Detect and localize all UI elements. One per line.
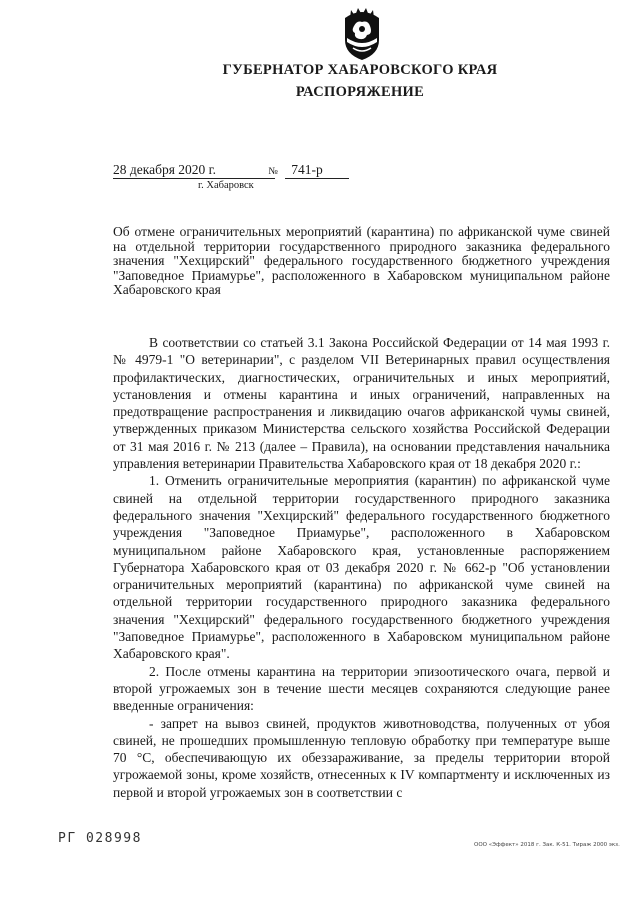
number-sign: № xyxy=(268,166,278,177)
clause-2-paragraph: 2. После отмены карантина на территории эпизоотического очага, первой и второй угрожаемых зон в течение шести месяцев сохраняются следующие ранее введенные ограничения: xyxy=(113,663,610,714)
coat-of-arms-icon xyxy=(337,4,387,62)
document-body xyxy=(113,334,610,801)
document-number: 741-р xyxy=(285,162,349,179)
document-title: Об отмене ограничительных мероприятий (карантина) по африканской чуме свиней на отдельной территории государственного природного заказника федерального значения "Хехцирский" федерального государственного бюджетного учреждения "Заповедное Приамурье", расположенного в Хабаровском муниципальном районе Хабаровского края xyxy=(113,224,610,297)
document-date: 28 декабря 2020 г. xyxy=(113,162,275,179)
printer-imprint: ООО «Эффект» 2018 г. Зак. К-51. Тираж 2000 экз. xyxy=(474,842,620,848)
issuer-title: ГУБЕРНАТОР ХАБАРОВСКОГО КРАЯ xyxy=(222,62,498,78)
date-number-line xyxy=(113,162,349,179)
document-type: РАСПОРЯЖЕНИЕ xyxy=(295,84,425,100)
city-name: г. Хабаровск xyxy=(198,180,254,191)
form-serial-number: РГ 028998 xyxy=(58,831,142,846)
restriction-item: - запрет на вывоз свиней, продуктов животноводства, полученных от убоя свиней, не прошедших промышленную тепловую обработку при температуре выше 70 °С, обеспечивающую их обеззараживание, за пределы территории второй угрожаемой зоны, кроме хозяйств, отнесенных к IV компартменту и исключенных из первой и второй угрожаемых зон в соответствии с xyxy=(113,715,610,800)
preamble-paragraph: В соответствии со статьей 3.1 Закона Российской Федерации от 14 мая 1993 г. № 4979-1 "О ветеринарии", с разделом VII Ветеринарных правил осуществления профилактических, диагностических, ограничительных и иных мероприятий, установления и отмены карантина и иных ограничений, направленных на предотвращение распространения и ликвидацию очагов африканской чумы свиней, утвержденных приказом Министерства сельского хозяйства Российской Федерации от 31 мая 2016 г. № 213 (далее – Правила), на основании представления начальника управления ветеринарии Правительства Хабаровского края от 18 декабря 2020 г.: xyxy=(113,335,610,472)
clause-1-paragraph: 1. Отменить ограничительные мероприятия (карантин) по африканской чуме свиней на отдельной территории государственного природного заказника федерального значения "Хехцирский" федерального государственного бюджетного учреждения "Заповедное Приамурье", расположенного в Хабаровском муниципальном районе Хабаровского края, установленные распоряжением Губернатора Хабаровского края от 03 декабря 2020 г. № 662-р "Об установлении ограничительных мероприятий (карантина) по африканской чуме свиней на отдельной территории государственного природного заказника федерального значения "Хехцирский" федерального государственного бюджетного учреждения "Заповедное Приамурье", расположенного в Хабаровском муниципальном районе Хабаровского края". xyxy=(113,473,610,662)
